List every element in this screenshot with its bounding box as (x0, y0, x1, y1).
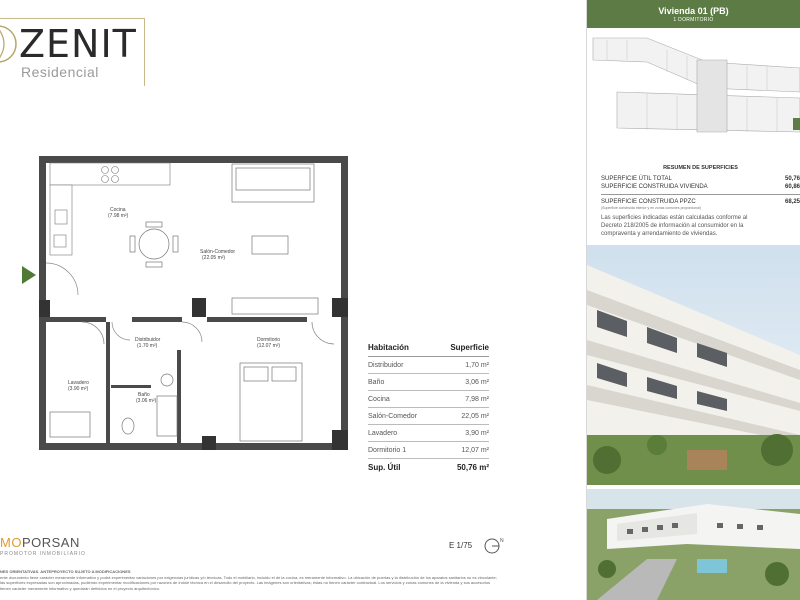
building-render-image (587, 245, 800, 485)
brand-subtitle: Residencial (21, 64, 99, 80)
logo-frame-right (144, 18, 145, 86)
areas-table-row (368, 374, 489, 391)
areas-total (368, 463, 489, 472)
promoter-logo (0, 535, 110, 557)
areas-row-room: Lavadero (368, 429, 398, 437)
summary-ppzc-value: 68,25 (784, 199, 800, 205)
room-label-bano: Baño (138, 392, 150, 398)
north-label: N (500, 538, 504, 544)
room-area-lavadero: (3.90 m²) (68, 386, 89, 392)
disclaimer (0, 569, 500, 591)
room-area-distribuidor: (1.70 m²) (137, 343, 158, 349)
areas-table-row (368, 391, 489, 408)
summary-row-ppzc (601, 198, 800, 206)
bed (240, 363, 302, 441)
promoter-name (0, 535, 110, 550)
north-arrow-icon (482, 535, 506, 555)
summary-row-value: 50,76 (784, 176, 800, 182)
bathroom-fixtures (122, 374, 177, 436)
summary-ppzc-note: (Superficie construida interior y en zonas comunes proporcional) (601, 206, 701, 210)
aerial-render-image (587, 489, 800, 600)
unit-subtitle: 1 DORMITORIO (673, 17, 714, 23)
entrance-arrow-icon (22, 266, 36, 284)
areas-col-room: Habitación (368, 343, 409, 352)
room-label-lavadero: Lavadero (68, 380, 89, 386)
leaf-icon (0, 24, 18, 64)
promoter-name-suffix: PORSAN (21, 535, 80, 550)
summary-description: Las superficies indicadas están calculadas conforme al Decreto 218/2005 de información al consumidor en la compraventa y arrendamiento de viviendas. (601, 215, 748, 237)
laundry-fixtures (50, 412, 90, 437)
areas-table-rows (368, 357, 489, 459)
unit-banner (587, 0, 800, 28)
room-label-salon: Salón-Comedor (200, 249, 236, 255)
areas-total-label: Sup. Útil (368, 463, 401, 472)
surface-summary (601, 165, 800, 238)
areas-table-row (368, 357, 489, 374)
summary-ppzc-label: SUPERFICIE CONSTRUIDA PPZC (601, 199, 696, 205)
room-label-distribuidor: Distribuidor (135, 337, 161, 343)
areas-table-row (368, 442, 489, 459)
areas-table (368, 343, 489, 472)
summary-title: RESUMEN DE SUPERFICIES (663, 165, 738, 171)
summary-row (601, 175, 800, 183)
room-area-dormitorio: (12.07 m²) (257, 343, 281, 349)
room-area-bano: (3.06 m²) (136, 398, 157, 404)
summary-row (601, 183, 800, 191)
unit-title: Vivienda 01 (PB) (658, 6, 729, 16)
summary-row-label: SUPERFICIE CONSTRUIDA VIVIENDA (601, 184, 708, 190)
areas-total-value: 50,76 m² (456, 463, 489, 472)
areas-table-row (368, 425, 489, 442)
areas-row-room: Distribuidor (368, 361, 404, 369)
sofa (232, 164, 318, 314)
room-label-dormitorio: Dormitorio (257, 337, 281, 343)
areas-row-area: 12,07 m² (461, 446, 489, 454)
areas-row-area: 3,06 m² (465, 378, 489, 386)
room-label-cocina: Cocina (110, 207, 126, 213)
promoter-tagline: PROMOTOR INMOBILIARIO (0, 551, 86, 557)
areas-row-room: Baño (368, 378, 385, 386)
promoter-name-prefix: MO (0, 535, 22, 550)
areas-row-room: Dormitorio 1 (368, 446, 407, 454)
areas-table-header (368, 343, 489, 357)
areas-table-row (368, 408, 489, 425)
site-plan-highlight (793, 118, 800, 130)
areas-col-area: Superficie (450, 343, 489, 352)
summary-row-label: SUPERFICIE ÚTIL TOTAL (601, 176, 672, 182)
brand-logo (0, 18, 145, 86)
summary-divider (601, 194, 800, 195)
room-area-cocina: (7.98 m²) (108, 213, 129, 219)
areas-row-room: Salón-Comedor (368, 412, 418, 420)
areas-row-area: 7,98 m² (465, 395, 489, 403)
areas-row-area: 22,05 m² (461, 412, 489, 420)
areas-row-room: Cocina (368, 395, 390, 403)
site-plan (587, 32, 800, 144)
plan-scale: E 1/75 (449, 541, 473, 550)
room-area-salon: (22.05 m²) (202, 255, 226, 261)
summary-row-value: 60,86 (784, 184, 800, 190)
disclaimer-title: NES ORIENTATIVAS. ANTEPROYECTO SUJETO A MODIFICACIONES (0, 569, 131, 574)
disclaimer-text: ente documento tiene carácter meramente informativo y podrá experimentar variaciones por exigencias jurídicas y/o técnicas. Todo el mobiliario, incluido el de la cocina, es meramente informativo. La ubicación de puertas y la distribución de los aparatos sanitarios no es vinculante; las superficies expresadas son aproximadas, pudiendo experimentar modificaciones por razones de índole técnica en el desarrollo del proyecto. Las imágenes son orientativas; éstas no tienen carácter contractual. Los servicios y zonas comunes de la vivienda y sus accesorios tienen carácter meramente informativo y quedarán definidos en el proyecto arquitectónico. (0, 574, 497, 591)
brand-name: ZENIT (19, 22, 137, 66)
logo-frame-top (0, 18, 145, 19)
areas-row-area: 3,90 m² (465, 429, 489, 437)
dining-table (130, 222, 178, 267)
areas-row-area: 1,70 m² (465, 361, 489, 369)
floor-plan (22, 150, 352, 450)
